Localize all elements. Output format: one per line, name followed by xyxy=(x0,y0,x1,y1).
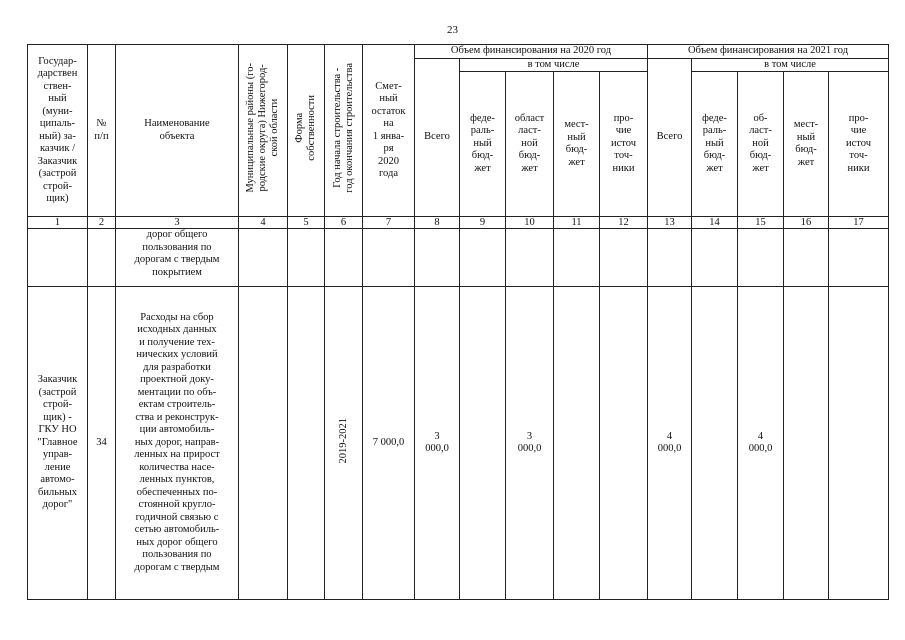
cell-seq-no xyxy=(88,229,116,287)
header-ownership xyxy=(288,45,325,217)
cell-customer xyxy=(28,229,88,287)
header-federal-2021: феде- раль- ный бюд- жет xyxy=(692,72,738,217)
header-districts xyxy=(239,45,288,217)
cell-object: Расходы на сбор исходных данных и получение тех- нических условий для разработки проектной доку- ментации по объ- ектам строитель- ства и реконструк- ции автомобиль- ных дорог, направ- ленных на прирост количества насе- ленных пунктов, обеспеченных по- стоянной кругло- годичной связью с сетью автомобиль- ных дорог общего пользования по дорогам с твердым xyxy=(116,287,239,600)
column-number-4: 4 xyxy=(239,217,288,229)
cell-total-2020: 3 000,0 xyxy=(415,287,460,600)
header-regional-2021: об- ласт- ной бюд- жет xyxy=(738,72,784,217)
cell-regional-2020 xyxy=(506,229,554,287)
column-number-6: 6 xyxy=(325,217,363,229)
column-number-8: 8 xyxy=(415,217,460,229)
cell-other-2021 xyxy=(829,287,889,600)
column-number-13: 13 xyxy=(648,217,692,229)
header-fin-2021: Объем финансирования на 2021 год xyxy=(648,45,889,59)
column-number-17: 17 xyxy=(829,217,889,229)
cell-regional-2021: 4 000,0 xyxy=(738,287,784,600)
column-number-16: 16 xyxy=(784,217,829,229)
cell-local-2020 xyxy=(554,229,600,287)
cell-seq-no: 34 xyxy=(88,287,116,600)
header-years xyxy=(325,45,363,217)
cell-years-text: 2019-2021 xyxy=(337,418,349,464)
header-local-2021: мест- ный бюд- жет xyxy=(784,72,829,217)
column-number-9: 9 xyxy=(460,217,506,229)
header-row-top xyxy=(28,45,889,59)
column-number-1: 1 xyxy=(28,217,88,229)
column-number-5: 5 xyxy=(288,217,325,229)
financing-table xyxy=(27,44,889,600)
header-other-2021: про- чие источ точ- ники xyxy=(829,72,889,217)
cell-local-2020 xyxy=(554,287,600,600)
column-number-2: 2 xyxy=(88,217,116,229)
header-regional-2020: област ласт- ной бюд- жет xyxy=(506,72,554,217)
cell-other-2020 xyxy=(600,229,648,287)
column-number-3: 3 xyxy=(116,217,239,229)
cell-object: дорог общего пользования по дорогам с твердым покрытием xyxy=(116,229,239,287)
header-balance: Смет- ный остаток на 1 янва- ря 2020 года xyxy=(363,45,415,217)
cell-total-2021: 4 000,0 xyxy=(648,287,692,600)
cell-federal-2021 xyxy=(692,287,738,600)
column-number-7: 7 xyxy=(363,217,415,229)
header-other-2020: про- чие источ точ- ники xyxy=(600,72,648,217)
column-number-11: 11 xyxy=(554,217,600,229)
cell-local-2021 xyxy=(784,287,829,600)
cell-balance: 7 000,0 xyxy=(363,287,415,600)
cell-district xyxy=(239,229,288,287)
header-including-2021: в том числе xyxy=(692,58,889,72)
table-row xyxy=(28,287,889,600)
cell-years xyxy=(325,287,363,600)
header-customer: Государ- дарствен ствен- ный (муни- ципаль- ный) за- казчик / Заказчик (застрой строй- щик) xyxy=(28,45,88,217)
cell-other-2021 xyxy=(829,229,889,287)
header-federal-2020: феде- раль- ный бюд- жет xyxy=(460,72,506,217)
cell-regional-2021 xyxy=(738,229,784,287)
column-number-14: 14 xyxy=(692,217,738,229)
cell-regional-2020: 3 000,0 xyxy=(506,287,554,600)
cell-total-2020 xyxy=(415,229,460,287)
header-including-2020: в том числе xyxy=(460,58,648,72)
cell-district xyxy=(239,287,288,600)
cell-balance xyxy=(363,229,415,287)
cell-federal-2020 xyxy=(460,229,506,287)
cell-ownership xyxy=(288,287,325,600)
column-number-10: 10 xyxy=(506,217,554,229)
header-fin-2020: Объем финансирования на 2020 год xyxy=(415,45,648,59)
cell-federal-2021 xyxy=(692,229,738,287)
header-districts-text: Муниципальные районы (го- родские округа) Нижегород- ской области xyxy=(245,63,280,194)
cell-federal-2020 xyxy=(460,287,506,600)
header-object-name: Наименование объекта xyxy=(116,45,239,217)
header-total-2021: Всего xyxy=(648,58,692,217)
column-number-row xyxy=(28,217,889,229)
table-row xyxy=(28,229,889,287)
column-number-12: 12 xyxy=(600,217,648,229)
header-local-2020: мест- ный бюд- жет xyxy=(554,72,600,217)
cell-other-2020 xyxy=(600,287,648,600)
header-total-2020: Всего xyxy=(415,58,460,217)
cell-ownership xyxy=(288,229,325,287)
cell-years xyxy=(325,229,363,287)
page-number: 23 xyxy=(447,24,458,36)
header-seq-no: № п/п xyxy=(88,45,116,217)
cell-total-2021 xyxy=(648,229,692,287)
header-years-text: Год начала строительства - год окончания строительства xyxy=(331,63,355,194)
header-ownership-text: Форма собственности xyxy=(294,95,317,162)
cell-local-2021 xyxy=(784,229,829,287)
column-number-15: 15 xyxy=(738,217,784,229)
cell-customer: Заказчик (застрой строй- щик) - ГКУ НО "Главное управ- ление автомо- бильных дорог" xyxy=(28,287,88,600)
